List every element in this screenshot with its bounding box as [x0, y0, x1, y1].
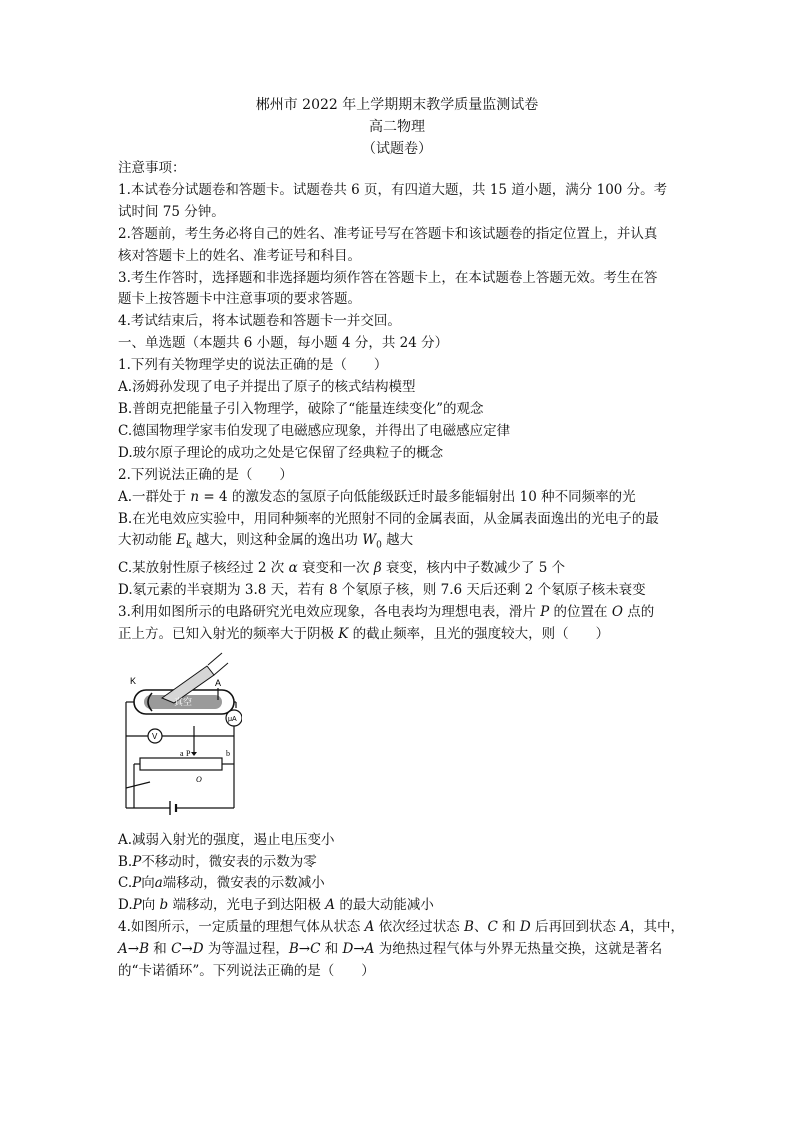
exam-title: 郴州市 2022 年上学期期末教学质量监测试卷 — [255, 97, 539, 113]
q3-option-a: A.减弱入射光的强度，遏止电压变小 — [118, 831, 335, 848]
tube-label: 真空 — [174, 697, 193, 708]
note-1a: 1.本试卷分试题卷和答题卡。试题卷共 6 页，有四道大题，共 15 道小题，满分 100 分。考 — [118, 181, 668, 198]
switch — [126, 782, 150, 788]
q4-stem-line1: 4.如图所示，一定质量的理想气体从状态 A 依次经过状态 B、C 和 D 后再回到状态 A，其中， — [118, 919, 685, 936]
q3-option-d: D.P向 b 端移动，光电子到达阳极 A 的最大动能减小 — [118, 897, 434, 914]
label-k: K — [130, 675, 137, 686]
label-b-end: b — [226, 748, 230, 758]
q4-stem-line2: A→B 和 C→D 为等温过程，B→C 和 D→A 为绝热过程气体与外界无热量交换，这就是著名 — [118, 941, 663, 958]
paper-type: （试题卷） — [362, 141, 432, 157]
q2-option-b-line2: 大初动能 $E_k$ 越大，则这种金属的逸出功 $W_0$ 越大 — [118, 532, 414, 552]
q4-stem-line3: 的“卡诺循环”。下列说法正确的是（ ） — [118, 963, 375, 980]
exam-content — [118, 158, 685, 983]
q3-option-b: B.P不移动时，微安表的示数为零 — [118, 853, 317, 870]
note-3a: 3.考生作答时，选择题和非选择题均须作答在答题卡上，在本试题卷上答题无效。考生在答 — [118, 269, 658, 286]
beam-edge-2 — [214, 663, 228, 675]
note-1b: 试时间 75 分钟。 — [118, 203, 225, 220]
subject-title: 高二物理 — [369, 119, 425, 135]
label-a-anode: A — [215, 677, 222, 688]
note-3b: 题卡上按答题卡中注意事项的要求答题。 — [118, 291, 361, 308]
note-2a: 2.答题前，考生务必将自己的姓名、准考证号写在答题卡和该试题卷的指定位置上，并认真 — [118, 225, 658, 242]
label-p: P — [186, 748, 191, 758]
notes-heading: 注意事项： — [118, 160, 186, 176]
beam-edge-1 — [208, 653, 222, 665]
label-a-end: a — [180, 748, 184, 758]
q3-stem-line1: 3.利用如图所示的电路研究光电效应现象，各电表均为理想电表，滑片 P 的位置在 O 点的 — [118, 603, 655, 620]
microammeter-label: μA — [228, 715, 237, 723]
photoelectric-circuit-diagram — [122, 648, 242, 824]
q1-option-a: A.汤姆孙发现了电子并提出了原子的核式结构模型 — [118, 379, 416, 396]
q2-stem: 2.下列说法正确的是（ ） — [118, 466, 293, 483]
q3-stem-line2: 正上方。已知入射光的频率大于阴极 K 的截止频率，且光的强度较大，则（ ） — [118, 625, 610, 642]
circuit-figure — [118, 648, 676, 828]
note-2b: 核对答题卡上的姓名、准考证号和科目。 — [118, 247, 361, 264]
section-heading: 一、单选题（本题共 6 小题，每小题 4 分，共 24 分） — [118, 335, 449, 352]
q3-option-c: C.P向a端移动，微安表的示数减小 — [118, 875, 325, 892]
label-o: O — [196, 774, 202, 784]
slider-p — [191, 752, 197, 756]
q1-option-c: C.德国物理学家韦伯发现了电磁感应现象，并得出了电磁感应定律 — [118, 422, 511, 439]
q1-option-d: D.玻尔原子理论的成功之处是它保留了经典粒子的概念 — [118, 444, 444, 461]
rheostat — [140, 758, 222, 770]
voltmeter-label: V — [152, 731, 158, 741]
q2-option-b-line1: B.在光电效应实验中，用同种频率的光照射不同的金属表面，从金属表面逸出的光电子的最 — [118, 510, 659, 527]
q2-option-c: C.某放射性原子核经过 2 次 α 衰变和一次 β 衰变，核内中子数减少了 5 个 — [118, 560, 566, 576]
q1-option-b: B.普朗克把能量子引入物理学，破除了“能量连续变化”的观念 — [118, 400, 484, 417]
q1-stem: 1.下列有关物理学史的说法正确的是（ ） — [118, 357, 388, 374]
q2-option-d: D.氡元素的半衰期为 3.8 天，若有 8 个氡原子核，则 7.6 天后还剩 2 个氡原子核未衰变 — [118, 581, 646, 598]
q2-option-a: A.一群处于 n = 4 的激发态的氢原子向低能级跃迁时最多能辐射出 10 种不同频率的光 — [118, 488, 636, 505]
exam-header — [0, 94, 794, 160]
note-4: 4.考试结束后，将本试题卷和答题卡一并交回。 — [118, 313, 401, 330]
